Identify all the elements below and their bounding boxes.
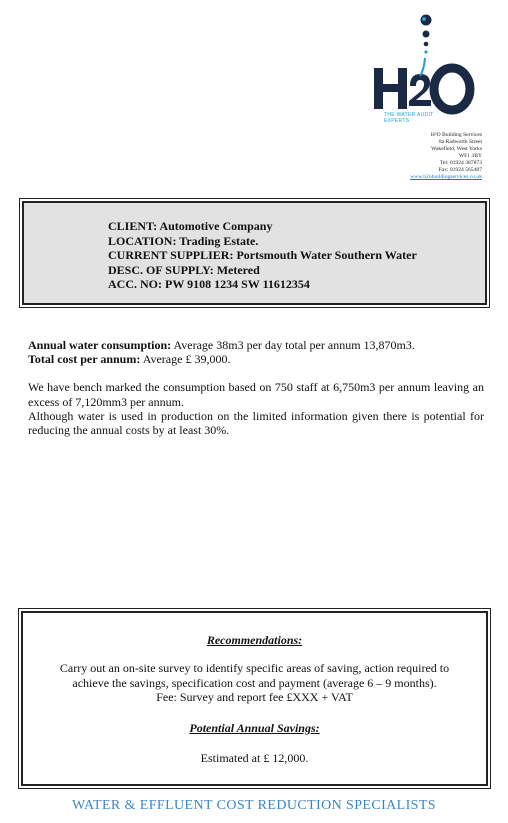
cost-value: Average £ 39,000. [140,352,231,367]
recommendations-body [35,661,474,705]
consumption-value: Average 38m3 per day total per annum 13,870m3. [171,338,415,352]
benchmark-paragraph: We have bench marked the consumption based on 750 staff at 6,750m3 per annum leaving an excess of 7,120mm3 per annum. [28,380,484,409]
address-town: Wakefield, West Yorks [431,146,482,152]
address-postcode: WF1 3BY [458,153,482,159]
recommendation-line-1: Carry out an on-site survey to identify specific areas of saving, action required to [59,661,450,675]
savings-estimate: Estimated at £ 12,000. [200,751,309,765]
consumption-line [28,338,484,352]
logo-tagline: THE WATER AUDIT EXPERTS [384,112,434,124]
consumption-label: Annual water consumption: [28,338,172,352]
address-street: 8a Radworth Street [438,139,482,145]
potential-paragraph: Although water is used in production on the limited information given there is potential for reducing the annual costs by at least 30%. [28,408,484,438]
client-name: CLIENT: Automotive Company [108,219,273,233]
recommendations-title: Recommendations: [206,633,303,647]
recommendation-line-2: achieve the savings, specification cost and payment (average 6 – 9 months). [72,675,437,690]
address-fax: Fax: 01924 565487 [438,167,482,173]
client-supply-type: DESC. OF SUPPLY: Metered [108,262,260,277]
client-location: LOCATION: Trading Estate. [108,233,259,248]
consumption-summary [28,338,484,437]
recommendations-box [21,611,488,786]
client-account-number: ACC. NO: PW 9108 1234 SW 11612354 [108,277,310,291]
savings-title: Potential Annual Savings: [189,721,320,735]
address-company: H²O Building Services [430,132,482,138]
address-tel: Tel: 01924 387873 [439,160,482,166]
client-details-box [22,201,487,305]
recommendation-fee: Fee: Survey and report fee £XXX + VAT [156,690,353,704]
client-supplier: CURRENT SUPPLIER: Portsmouth Water Southern Water [108,248,417,262]
company-address [410,132,482,181]
cost-label: Total cost per annum: [28,352,141,367]
cost-line [28,352,484,366]
footer-slogan: WATER & EFFLUENT COST REDUCTION SPECIALISTS [72,798,436,813]
client-details [108,219,417,292]
address-website-link[interactable]: www.h2obuildingservices.co.uk [410,174,482,180]
